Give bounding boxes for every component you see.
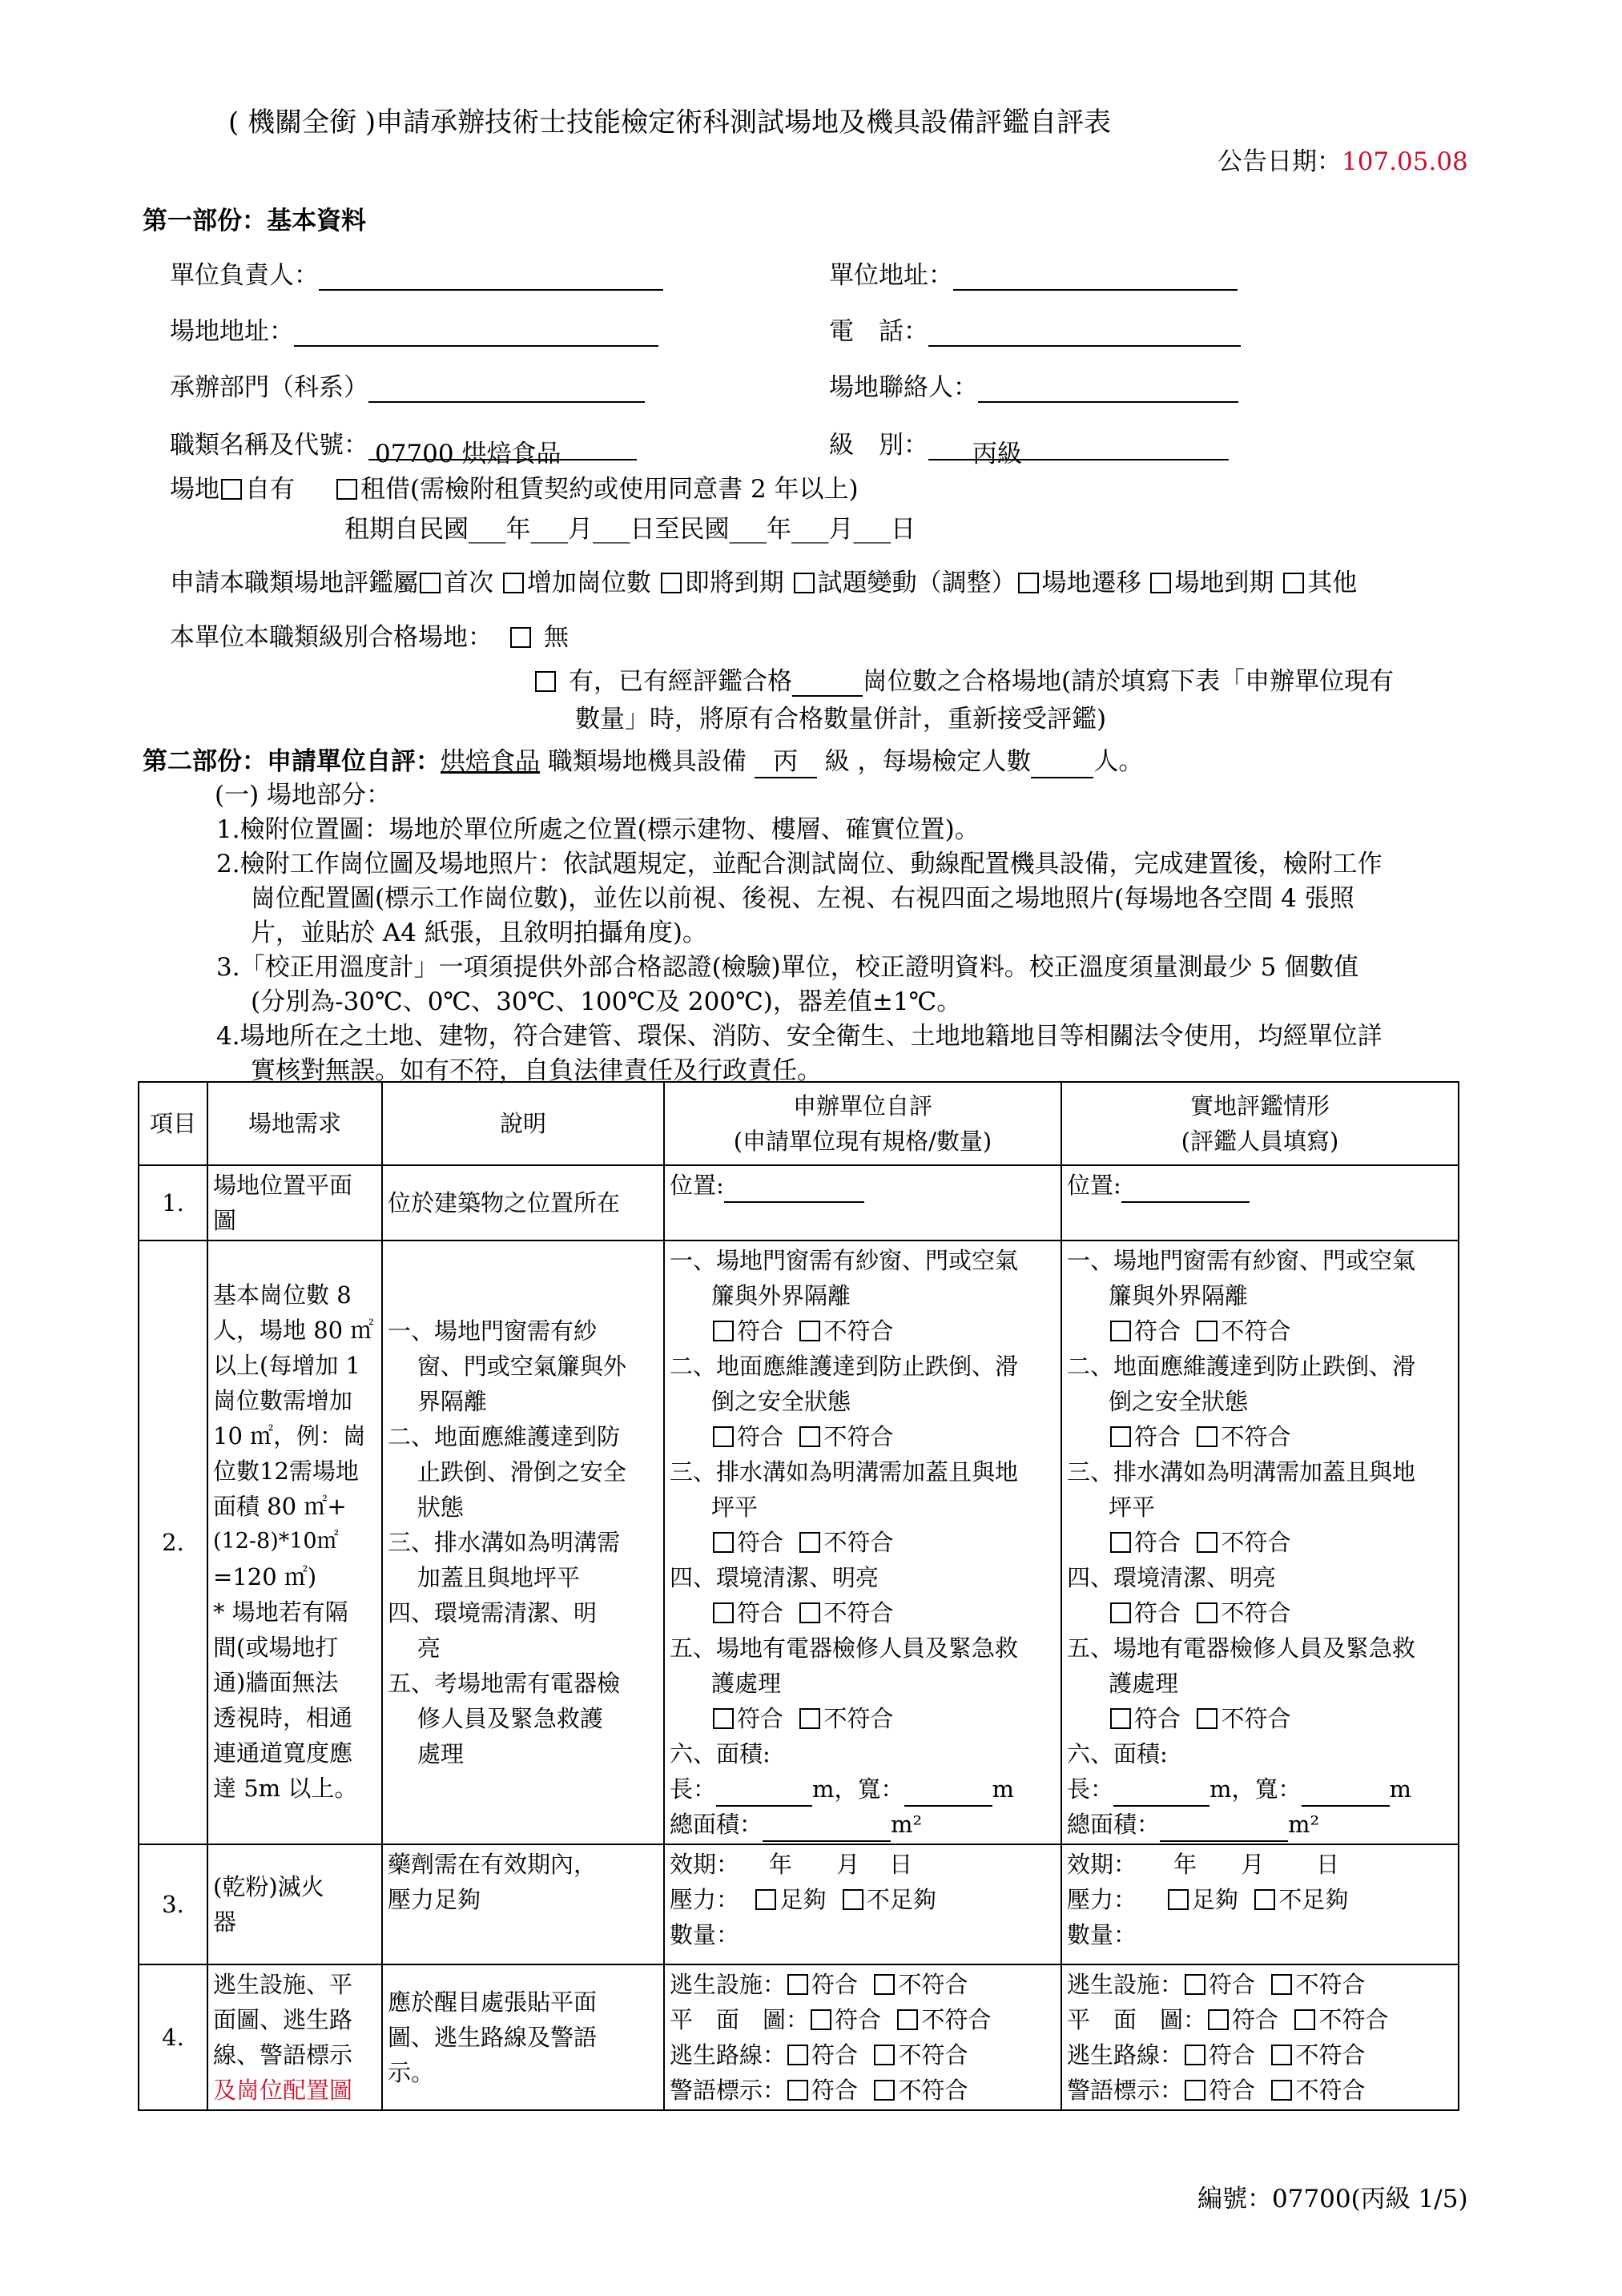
input-row1-onsite-pos[interactable] — [1121, 1177, 1250, 1203]
row2-onsite: 一、場地門窗需有紗窗、門或空氣 簾與外界隔離 符合 不符合 二、地面應維護達到防止跌倒、滑 倒之安全狀態 符合 不符合 三、排水溝如為明溝需加蓋且與地 坪平 符合 不符合 四、環境清潔、明亮 符合 不符合 五、場地有電器檢修人員及緊急救 護處理 符合 不符合 六、面積: 長： m，寬： m 總面積： m² — [1061, 1240, 1459, 1844]
row1-req: 場地位置平面 圖 — [207, 1165, 382, 1240]
th-self-sub: (申請單位現有規格/數量) — [733, 1128, 992, 1155]
site-type-row — [170, 468, 859, 505]
checkbox-self-route-ng[interactable] — [874, 2045, 895, 2065]
checkbox-onsite-c3-ng[interactable] — [1197, 1532, 1218, 1553]
table-row — [139, 1844, 1459, 1964]
label-dept: 承辦部門（科系） — [170, 373, 368, 402]
page-code: 編號：07700(丙級 1/5) — [1197, 2185, 1468, 2214]
qualified-yes-note: 數量」時，將原有合格數量併計，重新接受評鑑) — [575, 705, 1107, 734]
checkbox-self-c2-ng[interactable] — [799, 1426, 820, 1447]
input-onsite-length[interactable] — [1113, 1781, 1209, 1807]
part2-item-3b: (分別為-30℃、0℃、30℃、100℃及 200℃)，器差值±1℃。 — [251, 987, 962, 1016]
checkbox-own[interactable] — [221, 479, 242, 500]
part2-mid2: 級 ，每場檢定人數 — [824, 747, 1032, 776]
th-onsite — [1061, 1082, 1459, 1165]
row1-onsite-pos-label: 位置: — [1067, 1172, 1121, 1199]
checkbox-self-warn-ok[interactable] — [787, 2080, 808, 2101]
row2-req: 基本崗位數 8 人，場地 80 ㎡ 以上(每增加 1 崗位數需增加 10 ㎡，例：崗 位數12需場地 面積 80 ㎡+ (12-8)*10㎡ =120 ㎡) * 場地若有隔 間(或場地打 通)牆面無法 透視時，相通 連通道寬度應 達 5m 以上。 — [207, 1240, 382, 1844]
th-item: 項目 — [139, 1082, 207, 1165]
checkbox-self-press-ng[interactable] — [843, 1889, 863, 1910]
table-header-row — [139, 1082, 1459, 1165]
checkbox-onsite-c5-ok[interactable] — [1110, 1708, 1131, 1729]
checkbox-self-press-ok[interactable] — [755, 1889, 776, 1910]
field-contact — [829, 367, 1238, 403]
row1-no: 1. — [139, 1165, 207, 1240]
input-exam-count[interactable] — [1031, 753, 1093, 778]
row1-desc: 位於建築物之位置所在 — [382, 1165, 664, 1240]
part2-heading-row — [143, 741, 1143, 778]
table-row — [139, 1165, 1459, 1240]
checkbox-self-plan-ok[interactable] — [811, 2009, 831, 2030]
label-eval-add: 增加崗位數 — [526, 569, 651, 597]
document-title: ( 機關全銜 )申請承辦技術士技能檢定術科測試場地及機具設備評鑑自評表 — [228, 107, 1112, 139]
row3-onsite: 效期： 年 月 日 壓力： 足夠 不足夠 數量： — [1061, 1844, 1459, 1964]
checkbox-onsite-c1-ng[interactable] — [1197, 1321, 1218, 1341]
input-dept[interactable] — [368, 374, 645, 403]
checkbox-eval-add[interactable] — [503, 573, 524, 593]
checkbox-onsite-c1-ok[interactable] — [1110, 1321, 1131, 1341]
label-eval-move: 場地遷移 — [1041, 569, 1141, 597]
checkbox-onsite-escape-ng[interactable] — [1271, 1974, 1292, 1995]
checkbox-onsite-c2-ok[interactable] — [1110, 1426, 1131, 1447]
field-site-addr — [170, 311, 658, 347]
checkbox-self-escape-ng[interactable] — [874, 1974, 895, 1995]
checkbox-onsite-c4-ok[interactable] — [1110, 1602, 1131, 1623]
part2-item-1: 1.檢附位置圖：場地於單位所處之位置(標示建物、樓層、確實位置)。 — [216, 815, 980, 844]
part2-sub: (一) 場地部分： — [215, 781, 392, 810]
checkbox-rent[interactable] — [336, 479, 357, 500]
label-eval-expired: 場地到期 — [1174, 569, 1274, 597]
part2-item-4: 4.場地所在之土地、建物，符合建管、環保、消防、安全衛生、土地地籍地目等相關法令使用，均經單位詳 — [216, 1022, 1383, 1051]
label-site-addr: 場地地址： — [170, 317, 294, 346]
row1-self-pos-label: 位置: — [670, 1172, 724, 1199]
input-contact[interactable] — [978, 374, 1238, 403]
checkbox-eval-expired[interactable] — [1150, 573, 1171, 593]
th-onsite-sub: (評鑑人員填寫) — [1181, 1128, 1339, 1155]
input-onsite-width[interactable] — [1302, 1781, 1390, 1807]
row3-desc: 藥劑需在有效期內， 壓力足夠 — [382, 1844, 664, 1964]
th-onsite-title: 實地評鑑情形 — [1189, 1092, 1330, 1120]
checkbox-onsite-plan-ng[interactable] — [1294, 2009, 1315, 2030]
input-level[interactable]: 丙級 — [928, 433, 1229, 460]
input-phone[interactable] — [928, 318, 1241, 347]
part1-heading: 第一部份：基本資料 — [143, 207, 366, 235]
table-row — [139, 1964, 1459, 2110]
row4-desc: 應於醒目處張貼平面 圖、逃生路線及警語 示。 — [382, 1964, 664, 2110]
label-eval: 申請本職類場地評鑑屬 — [170, 569, 418, 597]
checkbox-self-c4-ok[interactable] — [713, 1602, 734, 1623]
checkbox-self-warn-ng[interactable] — [874, 2080, 895, 2101]
field-phone — [829, 311, 1241, 347]
label-qualified: 本單位本職類級別合格場地： — [170, 623, 493, 652]
part2-job: 烘焙食品 — [441, 747, 540, 776]
field-level — [829, 424, 1229, 468]
checkbox-onsite-c2-ng[interactable] — [1197, 1426, 1218, 1447]
field-dept — [170, 367, 645, 403]
part2-item-4b: 實核對無誤。如有不符，自負法律責任及行政責任。 — [251, 1056, 822, 1085]
label-job: 職類名稱及代號： — [170, 431, 368, 460]
checkbox-onsite-c5-ng[interactable] — [1197, 1708, 1218, 1729]
label-phone: 電 話： — [829, 317, 928, 346]
row2-desc: 一、場地門窗需有紗 窗、門或空氣簾與外 界隔離 二、地面應維護達到防 止跌倒、滑倒之安全 狀態 三、排水溝如為明溝需 加蓋且與地坪平 四、環境需清潔、明 亮 五、考場地需有電器檢 修人員及緊急救護 處理 — [382, 1240, 664, 1844]
label-contact: 場地聯絡人： — [829, 373, 978, 402]
row4-req: 逃生設施、平 面圖、逃生路 線、警語標示 及崗位配置圖 — [207, 1964, 382, 2110]
label-eval-first: 首次 — [444, 569, 493, 597]
row4-self: 逃生設施： 符合 不符合 平 面 圖： 符合 不符合 逃生路線： 符合 不符合 警語標示： 符合 不符合 — [664, 1964, 1061, 2110]
field-head — [170, 255, 663, 291]
checkbox-self-c5-ok[interactable] — [713, 1708, 734, 1729]
table-row — [139, 1240, 1459, 1844]
qualified-none-row — [170, 617, 569, 653]
checkbox-self-c3-ok[interactable] — [713, 1532, 734, 1553]
checkbox-self-c2-ok[interactable] — [713, 1426, 734, 1447]
th-self — [664, 1082, 1061, 1165]
label-yes-cont: 崗位數之合格場地(請於填寫下表「申辦單位現有 — [863, 667, 1395, 696]
label-eval-other: 其他 — [1307, 569, 1358, 597]
row1-onsite — [1061, 1165, 1459, 1240]
label-rent: 租借(需檢附租賃契約或使用同意書 2 年以上) — [360, 475, 859, 504]
announce-date-value: 107.05.08 — [1342, 147, 1468, 176]
evaluation-table — [138, 1081, 1459, 2111]
checkbox-yes[interactable] — [535, 671, 556, 692]
part2-level: 丙 — [755, 741, 817, 778]
checkbox-eval-change[interactable] — [794, 573, 815, 593]
th-self-title: 申辦單位自評 — [792, 1092, 932, 1120]
checkbox-onsite-warn-ok[interactable] — [1185, 2080, 1205, 2101]
label-eval-expiring: 即將到期 — [684, 569, 784, 597]
label-head: 單位負責人： — [170, 261, 319, 290]
row2-self: 一、場地門窗需有紗窗、門或空氣 簾與外界隔離 符合 不符合 二、地面應維護達到防止跌倒、滑 倒之安全狀態 符合 不符合 三、排水溝如為明溝需加蓋且與地 坪平 符合 不符合 四、環境清潔、明亮 符合 不符合 五、場地有電器檢修人員及緊急救 護處理 符合 不符合 六、面積: 長： m，寬： m 總面積： m² — [664, 1240, 1061, 1844]
input-site-addr[interactable] — [294, 318, 658, 347]
row3-no: 3. — [139, 1844, 207, 1964]
label-site: 場地 — [170, 475, 219, 504]
th-req: 場地需求 — [207, 1082, 382, 1165]
checkbox-onsite-route-ng[interactable] — [1271, 2045, 1292, 2065]
input-self-width[interactable] — [904, 1781, 992, 1807]
part2-item-2: 2.檢附工作崗位圖及場地照片：依試題規定，並配合測試崗位、動線配置機具設備，完成建置後，檢附工作 — [216, 850, 1383, 879]
eval-type-row — [170, 562, 1357, 598]
part2-end: 人。 — [1093, 747, 1144, 776]
label-none: 無 — [544, 623, 569, 652]
label-eval-change: 試題變動（調整） — [817, 569, 1016, 597]
input-head[interactable] — [319, 262, 663, 291]
input-self-area[interactable] — [763, 1816, 891, 1842]
label-own: 自有 — [245, 475, 295, 504]
row3-req: (乾粉)滅火 器 — [207, 1844, 382, 1964]
checkbox-onsite-escape-ok[interactable] — [1185, 1974, 1205, 1995]
row1-self — [664, 1165, 1061, 1240]
checkbox-self-c5-ng[interactable] — [799, 1708, 820, 1729]
part2-mid1: 職類場地機具設備 — [547, 747, 747, 776]
checkbox-self-c4-ng[interactable] — [799, 1602, 820, 1623]
input-row1-self-pos[interactable] — [724, 1177, 864, 1203]
checkbox-eval-first[interactable] — [420, 573, 441, 593]
rent-period: 租期自民國___年___月___日至民國___年___月___日 — [344, 515, 916, 544]
label-yes: 有，已有經評鑑合格 — [569, 667, 792, 696]
checkbox-eval-other[interactable] — [1283, 573, 1304, 593]
checkbox-self-c3-ng[interactable] — [799, 1532, 820, 1553]
checkbox-eval-expiring[interactable] — [661, 573, 682, 593]
input-self-length[interactable] — [716, 1781, 812, 1807]
input-onsite-area[interactable] — [1160, 1816, 1288, 1842]
checkbox-onsite-c3-ok[interactable] — [1110, 1532, 1131, 1553]
checkbox-self-c1-ng[interactable] — [799, 1321, 820, 1341]
checkbox-eval-move[interactable] — [1018, 573, 1039, 593]
checkbox-self-escape-ok[interactable] — [787, 1974, 808, 1995]
checkbox-self-plan-ng[interactable] — [897, 2009, 918, 2030]
field-job — [170, 424, 637, 468]
label-unit-addr: 單位地址： — [829, 261, 953, 290]
announce-date-label: 公告日期： — [1218, 147, 1342, 176]
announce-date — [1218, 141, 1468, 177]
part2-item-2c: 片，並貼於 A4 紙張，且敘明拍攝角度)。 — [251, 919, 707, 947]
input-qualified-count[interactable] — [792, 671, 863, 697]
checkbox-onsite-c4-ng[interactable] — [1197, 1602, 1218, 1623]
th-desc: 說明 — [382, 1082, 664, 1165]
checkbox-onsite-warn-ng[interactable] — [1271, 2080, 1292, 2101]
row4-no: 4. — [139, 1964, 207, 2110]
input-unit-addr[interactable] — [953, 262, 1238, 291]
qualified-yes-row — [533, 661, 1394, 697]
input-job[interactable]: 07700 烘焙食品 — [368, 433, 637, 460]
field-unit-addr — [829, 255, 1238, 291]
row3-self: 效期： 年 月 日 壓力： 足夠 不足夠 數量： — [664, 1844, 1061, 1964]
checkbox-onsite-press-ng[interactable] — [1254, 1889, 1275, 1910]
checkbox-onsite-plan-ok[interactable] — [1208, 2009, 1229, 2030]
row2-no: 2. — [139, 1240, 207, 1844]
checkbox-onsite-press-ok[interactable] — [1168, 1889, 1189, 1910]
checkbox-none[interactable] — [510, 627, 531, 648]
row4-onsite: 逃生設施： 符合 不符合 平 面 圖： 符合 不符合 逃生路線： 符合 不符合 警語標示： 符合 不符合 — [1061, 1964, 1459, 2110]
part2-heading: 第二部份：申請單位自評： — [143, 747, 441, 776]
checkbox-self-c1-ok[interactable] — [713, 1321, 734, 1341]
label-level: 級 別： — [829, 431, 928, 460]
part2-item-3: 3.「校正用溫度計」一項須提供外部合格認證(檢驗)單位，校正證明資料。校正溫度須量測最少 5 個數值 — [216, 953, 1359, 982]
checkbox-self-route-ok[interactable] — [787, 2045, 808, 2065]
part2-item-2b: 崗位配置圖(標示工作崗位數)，並佐以前視、後視、左視、右視四面之場地照片(每場地各空間 4 張照 — [251, 884, 1354, 913]
checkbox-onsite-route-ok[interactable] — [1185, 2045, 1205, 2065]
